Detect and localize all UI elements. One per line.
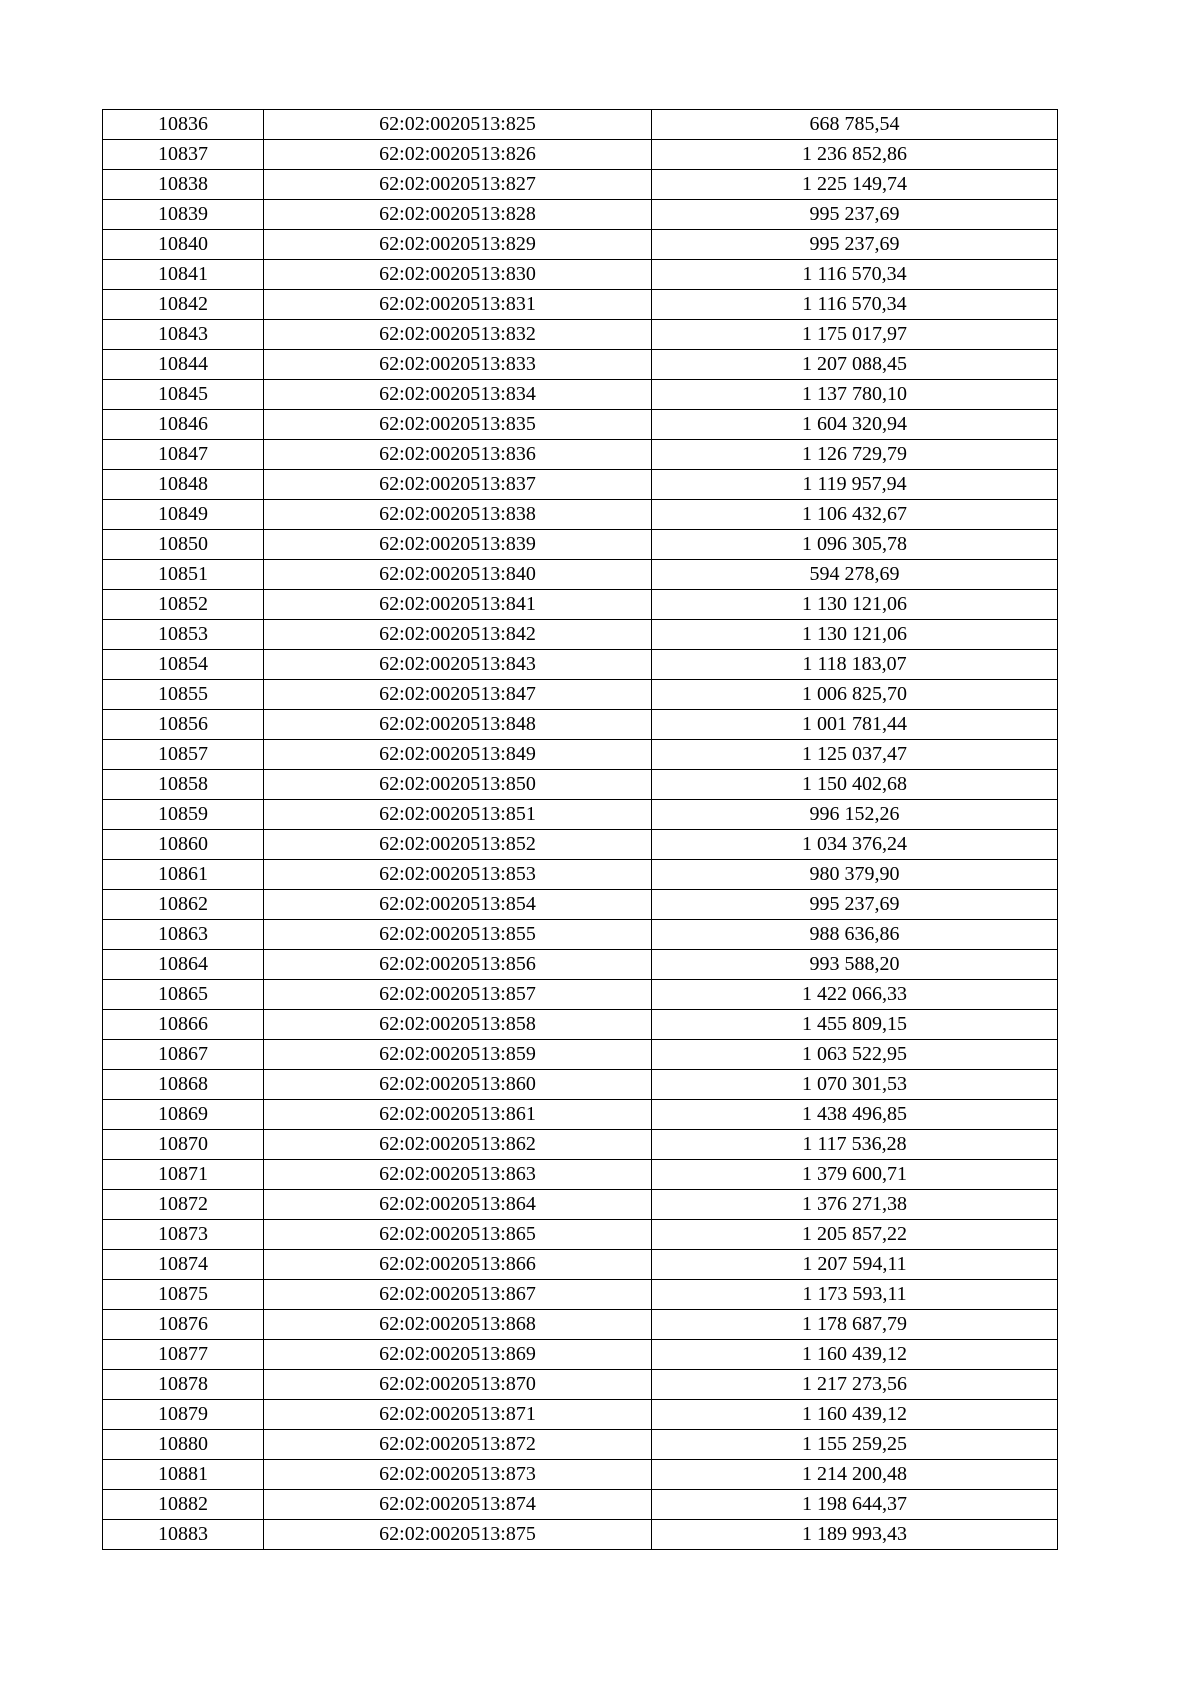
cadastral-number-cell: 62:02:0020513:858 — [264, 1010, 652, 1040]
table-row — [103, 1400, 1058, 1430]
row-number-cell: 10845 — [103, 380, 264, 410]
row-number-cell: 10840 — [103, 230, 264, 260]
cadastral-value-cell: 995 237,69 — [652, 890, 1058, 920]
table-row — [103, 770, 1058, 800]
cadastral-number-cell: 62:02:0020513:837 — [264, 470, 652, 500]
row-number-cell: 10864 — [103, 950, 264, 980]
cadastral-number-cell: 62:02:0020513:862 — [264, 1130, 652, 1160]
cadastral-value-cell: 1 175 017,97 — [652, 320, 1058, 350]
table-row — [103, 200, 1058, 230]
row-number-cell: 10851 — [103, 560, 264, 590]
row-number-cell: 10846 — [103, 410, 264, 440]
cadastral-number-cell: 62:02:0020513:871 — [264, 1400, 652, 1430]
row-number-cell: 10848 — [103, 470, 264, 500]
cadastral-value-cell: 1 130 121,06 — [652, 620, 1058, 650]
table-row — [103, 620, 1058, 650]
cadastral-number-cell: 62:02:0020513:840 — [264, 560, 652, 590]
cadastral-number-cell: 62:02:0020513:825 — [264, 110, 652, 140]
cadastral-number-cell: 62:02:0020513:851 — [264, 800, 652, 830]
cadastral-number-cell: 62:02:0020513:859 — [264, 1040, 652, 1070]
row-number-cell: 10859 — [103, 800, 264, 830]
table-row — [103, 680, 1058, 710]
cadastral-value-cell: 1 376 271,38 — [652, 1190, 1058, 1220]
table-row — [103, 860, 1058, 890]
row-number-cell: 10871 — [103, 1160, 264, 1190]
cadastral-value-cell: 1 150 402,68 — [652, 770, 1058, 800]
cadastral-number-cell: 62:02:0020513:848 — [264, 710, 652, 740]
cadastral-value-table — [102, 109, 1058, 1550]
table-row — [103, 590, 1058, 620]
cadastral-number-cell: 62:02:0020513:875 — [264, 1520, 652, 1550]
cadastral-number-cell: 62:02:0020513:852 — [264, 830, 652, 860]
row-number-cell: 10870 — [103, 1130, 264, 1160]
cadastral-number-cell: 62:02:0020513:838 — [264, 500, 652, 530]
cadastral-value-cell: 1 137 780,10 — [652, 380, 1058, 410]
cadastral-number-cell: 62:02:0020513:854 — [264, 890, 652, 920]
table-row — [103, 170, 1058, 200]
cadastral-number-cell: 62:02:0020513:850 — [264, 770, 652, 800]
cadastral-number-cell: 62:02:0020513:829 — [264, 230, 652, 260]
row-number-cell: 10868 — [103, 1070, 264, 1100]
cadastral-value-cell: 1 034 376,24 — [652, 830, 1058, 860]
cadastral-value-cell: 668 785,54 — [652, 110, 1058, 140]
row-number-cell: 10858 — [103, 770, 264, 800]
row-number-cell: 10843 — [103, 320, 264, 350]
table-row — [103, 260, 1058, 290]
row-number-cell: 10837 — [103, 140, 264, 170]
table-row — [103, 1130, 1058, 1160]
cadastral-value-cell: 1 173 593,11 — [652, 1280, 1058, 1310]
cadastral-value-cell: 1 106 432,67 — [652, 500, 1058, 530]
cadastral-number-cell: 62:02:0020513:865 — [264, 1220, 652, 1250]
cadastral-number-cell: 62:02:0020513:843 — [264, 650, 652, 680]
cadastral-value-cell: 594 278,69 — [652, 560, 1058, 590]
row-number-cell: 10847 — [103, 440, 264, 470]
table-row — [103, 1160, 1058, 1190]
table-row — [103, 1010, 1058, 1040]
cadastral-number-cell: 62:02:0020513:866 — [264, 1250, 652, 1280]
cadastral-value-cell: 1 379 600,71 — [652, 1160, 1058, 1190]
cadastral-value-cell: 1 160 439,12 — [652, 1340, 1058, 1370]
cadastral-value-cell: 1 214 200,48 — [652, 1460, 1058, 1490]
table-row — [103, 800, 1058, 830]
row-number-cell: 10876 — [103, 1310, 264, 1340]
row-number-cell: 10878 — [103, 1370, 264, 1400]
row-number-cell: 10879 — [103, 1400, 264, 1430]
row-number-cell: 10877 — [103, 1340, 264, 1370]
cadastral-value-cell: 1 189 993,43 — [652, 1520, 1058, 1550]
table-row — [103, 140, 1058, 170]
row-number-cell: 10866 — [103, 1010, 264, 1040]
table-row — [103, 650, 1058, 680]
cadastral-number-cell: 62:02:0020513:841 — [264, 590, 652, 620]
table-row — [103, 110, 1058, 140]
row-number-cell: 10869 — [103, 1100, 264, 1130]
table-row — [103, 470, 1058, 500]
row-number-cell: 10860 — [103, 830, 264, 860]
cadastral-number-cell: 62:02:0020513:839 — [264, 530, 652, 560]
cadastral-number-cell: 62:02:0020513:863 — [264, 1160, 652, 1190]
row-number-cell: 10856 — [103, 710, 264, 740]
cadastral-number-cell: 62:02:0020513:873 — [264, 1460, 652, 1490]
cadastral-value-cell: 1 096 305,78 — [652, 530, 1058, 560]
cadastral-number-cell: 62:02:0020513:874 — [264, 1490, 652, 1520]
table-row — [103, 1100, 1058, 1130]
cadastral-number-cell: 62:02:0020513:867 — [264, 1280, 652, 1310]
table-row — [103, 1070, 1058, 1100]
cadastral-value-cell: 1 438 496,85 — [652, 1100, 1058, 1130]
cadastral-value-cell: 980 379,90 — [652, 860, 1058, 890]
table-row — [103, 950, 1058, 980]
cadastral-value-cell: 1 063 522,95 — [652, 1040, 1058, 1070]
cadastral-number-cell: 62:02:0020513:868 — [264, 1310, 652, 1340]
cadastral-value-cell: 1 198 644,37 — [652, 1490, 1058, 1520]
cadastral-number-cell: 62:02:0020513:847 — [264, 680, 652, 710]
cadastral-number-cell: 62:02:0020513:834 — [264, 380, 652, 410]
row-number-cell: 10874 — [103, 1250, 264, 1280]
cadastral-value-cell: 1 155 259,25 — [652, 1430, 1058, 1460]
table-row — [103, 230, 1058, 260]
cadastral-number-cell: 62:02:0020513:836 — [264, 440, 652, 470]
cadastral-value-cell: 1 006 825,70 — [652, 680, 1058, 710]
row-number-cell: 10865 — [103, 980, 264, 1010]
cadastral-value-cell: 1 118 183,07 — [652, 650, 1058, 680]
row-number-cell: 10881 — [103, 1460, 264, 1490]
row-number-cell: 10867 — [103, 1040, 264, 1070]
table-row — [103, 530, 1058, 560]
cadastral-value-cell: 1 225 149,74 — [652, 170, 1058, 200]
table-row — [103, 1190, 1058, 1220]
table-row — [103, 1250, 1058, 1280]
row-number-cell: 10861 — [103, 860, 264, 890]
table-row — [103, 710, 1058, 740]
table-row — [103, 350, 1058, 380]
cadastral-number-cell: 62:02:0020513:853 — [264, 860, 652, 890]
table-row — [103, 1280, 1058, 1310]
table-row — [103, 410, 1058, 440]
cadastral-value-cell: 1 116 570,34 — [652, 260, 1058, 290]
cadastral-value-cell: 1 119 957,94 — [652, 470, 1058, 500]
cadastral-value-cell: 1 217 273,56 — [652, 1370, 1058, 1400]
cadastral-number-cell: 62:02:0020513:833 — [264, 350, 652, 380]
table-row — [103, 1460, 1058, 1490]
table-row — [103, 1310, 1058, 1340]
cadastral-value-cell: 1 178 687,79 — [652, 1310, 1058, 1340]
cadastral-number-cell: 62:02:0020513:830 — [264, 260, 652, 290]
cadastral-number-cell: 62:02:0020513:855 — [264, 920, 652, 950]
cadastral-value-cell: 1 236 852,86 — [652, 140, 1058, 170]
row-number-cell: 10857 — [103, 740, 264, 770]
table-row — [103, 290, 1058, 320]
cadastral-value-cell: 1 001 781,44 — [652, 710, 1058, 740]
row-number-cell: 10841 — [103, 260, 264, 290]
table-row — [103, 830, 1058, 860]
cadastral-value-cell: 1 125 037,47 — [652, 740, 1058, 770]
table-row — [103, 560, 1058, 590]
cadastral-number-cell: 62:02:0020513:864 — [264, 1190, 652, 1220]
table-row — [103, 740, 1058, 770]
row-number-cell: 10850 — [103, 530, 264, 560]
row-number-cell: 10842 — [103, 290, 264, 320]
table-row — [103, 1520, 1058, 1550]
cadastral-value-cell: 1 207 594,11 — [652, 1250, 1058, 1280]
table-row — [103, 1040, 1058, 1070]
table-row — [103, 1430, 1058, 1460]
table-row — [103, 1220, 1058, 1250]
row-number-cell: 10853 — [103, 620, 264, 650]
cadastral-value-cell: 1 207 088,45 — [652, 350, 1058, 380]
cadastral-value-cell: 1 604 320,94 — [652, 410, 1058, 440]
table-row — [103, 980, 1058, 1010]
cadastral-number-cell: 62:02:0020513:861 — [264, 1100, 652, 1130]
row-number-cell: 10854 — [103, 650, 264, 680]
row-number-cell: 10839 — [103, 200, 264, 230]
row-number-cell: 10875 — [103, 1280, 264, 1310]
cadastral-number-cell: 62:02:0020513:872 — [264, 1430, 652, 1460]
row-number-cell: 10852 — [103, 590, 264, 620]
cadastral-number-cell: 62:02:0020513:849 — [264, 740, 652, 770]
table-row — [103, 1490, 1058, 1520]
row-number-cell: 10844 — [103, 350, 264, 380]
cadastral-value-cell: 1 205 857,22 — [652, 1220, 1058, 1250]
table-row — [103, 920, 1058, 950]
cadastral-number-cell: 62:02:0020513:826 — [264, 140, 652, 170]
table-body — [103, 110, 1058, 1550]
cadastral-number-cell: 62:02:0020513:827 — [264, 170, 652, 200]
table-row — [103, 890, 1058, 920]
cadastral-value-cell: 1 130 121,06 — [652, 590, 1058, 620]
cadastral-number-cell: 62:02:0020513:831 — [264, 290, 652, 320]
row-number-cell: 10862 — [103, 890, 264, 920]
table-row — [103, 320, 1058, 350]
cadastral-number-cell: 62:02:0020513:828 — [264, 200, 652, 230]
cadastral-value-cell: 995 237,69 — [652, 230, 1058, 260]
cadastral-number-cell: 62:02:0020513:835 — [264, 410, 652, 440]
cadastral-value-cell: 1 117 536,28 — [652, 1130, 1058, 1160]
cadastral-number-cell: 62:02:0020513:870 — [264, 1370, 652, 1400]
table-row — [103, 500, 1058, 530]
cadastral-value-cell: 995 237,69 — [652, 200, 1058, 230]
cadastral-number-cell: 62:02:0020513:857 — [264, 980, 652, 1010]
row-number-cell: 10855 — [103, 680, 264, 710]
cadastral-value-cell: 996 152,26 — [652, 800, 1058, 830]
cadastral-value-cell: 1 160 439,12 — [652, 1400, 1058, 1430]
cadastral-value-cell: 993 588,20 — [652, 950, 1058, 980]
cadastral-value-cell: 1 070 301,53 — [652, 1070, 1058, 1100]
row-number-cell: 10849 — [103, 500, 264, 530]
table-row — [103, 440, 1058, 470]
table-row — [103, 380, 1058, 410]
row-number-cell: 10883 — [103, 1520, 264, 1550]
row-number-cell: 10873 — [103, 1220, 264, 1250]
cadastral-value-cell: 1 116 570,34 — [652, 290, 1058, 320]
row-number-cell: 10880 — [103, 1430, 264, 1460]
row-number-cell: 10863 — [103, 920, 264, 950]
cadastral-number-cell: 62:02:0020513:842 — [264, 620, 652, 650]
cadastral-number-cell: 62:02:0020513:869 — [264, 1340, 652, 1370]
row-number-cell: 10838 — [103, 170, 264, 200]
cadastral-value-cell: 1 455 809,15 — [652, 1010, 1058, 1040]
cadastral-number-cell: 62:02:0020513:856 — [264, 950, 652, 980]
row-number-cell: 10882 — [103, 1490, 264, 1520]
table-row — [103, 1340, 1058, 1370]
table-row — [103, 1370, 1058, 1400]
cadastral-value-cell: 988 636,86 — [652, 920, 1058, 950]
cadastral-number-cell: 62:02:0020513:832 — [264, 320, 652, 350]
row-number-cell: 10872 — [103, 1190, 264, 1220]
cadastral-value-cell: 1 422 066,33 — [652, 980, 1058, 1010]
row-number-cell: 10836 — [103, 110, 264, 140]
cadastral-value-cell: 1 126 729,79 — [652, 440, 1058, 470]
cadastral-number-cell: 62:02:0020513:860 — [264, 1070, 652, 1100]
